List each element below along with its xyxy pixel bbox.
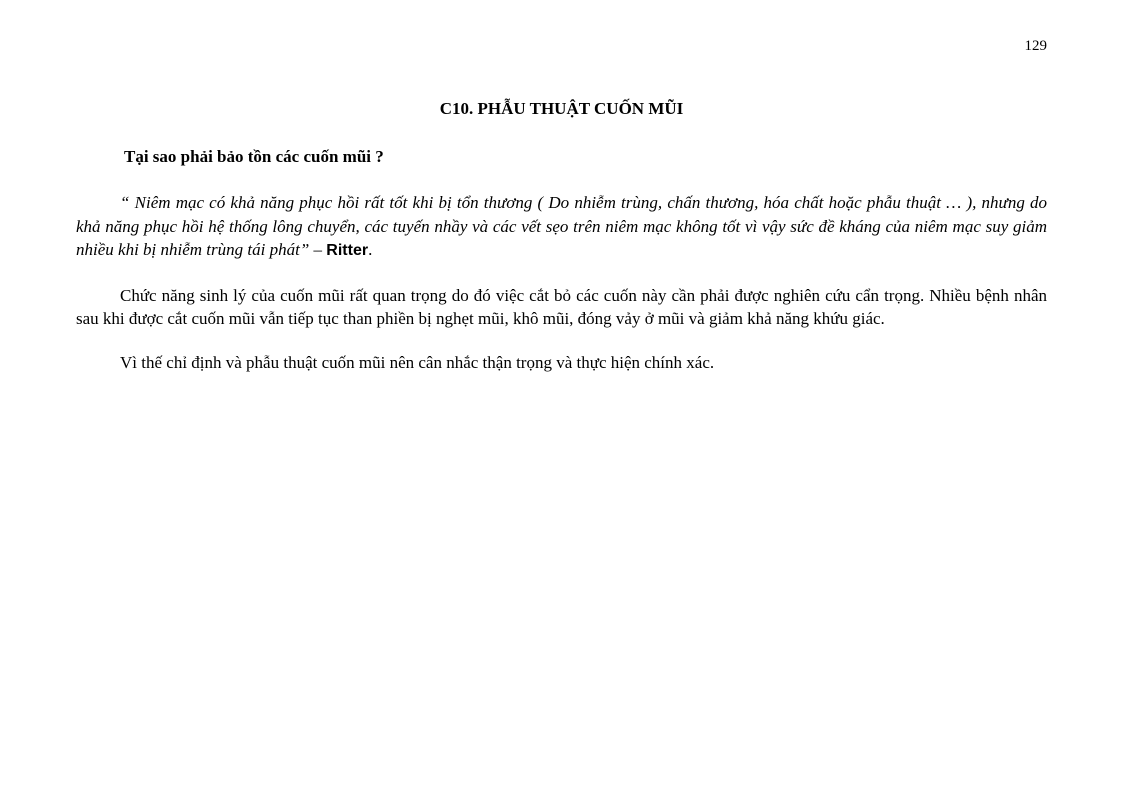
body-paragraph: Chức năng sinh lý của cuốn mũi rất quan trọng do đó việc cắt bỏ các cuốn này cần phải được nghiên cứu cẩn trọng. Nhiều bệnh nhân sau khi được cắt cuốn mũi vẫn tiếp tục than phiền bị nghẹt mũi, khô mũi, đóng vảy ở mũi và giảm khả năng khứu giác.: [76, 286, 1047, 328]
quote-end: .: [368, 240, 373, 259]
quote-paragraph: [76, 191, 1047, 263]
page-title: C10. PHẪU THUẬT CUỐN MŨI: [439, 99, 684, 118]
page-number: 129: [1024, 38, 1047, 54]
quote-author: Ritter: [326, 242, 369, 259]
body-paragraph: Vì thế chỉ định và phẫu thuật cuốn mũi nên cân nhắc thận trọng và thực hiện chính xác.: [120, 353, 715, 372]
quote-dash: –: [309, 240, 327, 259]
section-heading: Tại sao phải bảo tồn các cuốn mũi ?: [124, 147, 384, 166]
quote-text: “ Niêm mạc có khả năng phục hồi rất tốt khi bị tổn thương ( Do nhiễm trùng, chấn thương, hóa chất hoặc phẫu thuật … ), nhưng do khả năng phục hồi hệ thống lông chuyển, các tuyến nhầy và các vết sẹo trên niêm mạc không tốt vì vậy sức đề kháng của niêm mạc suy giảm nhiều khi bị nhiễm trùng tái phát”: [76, 193, 1047, 259]
